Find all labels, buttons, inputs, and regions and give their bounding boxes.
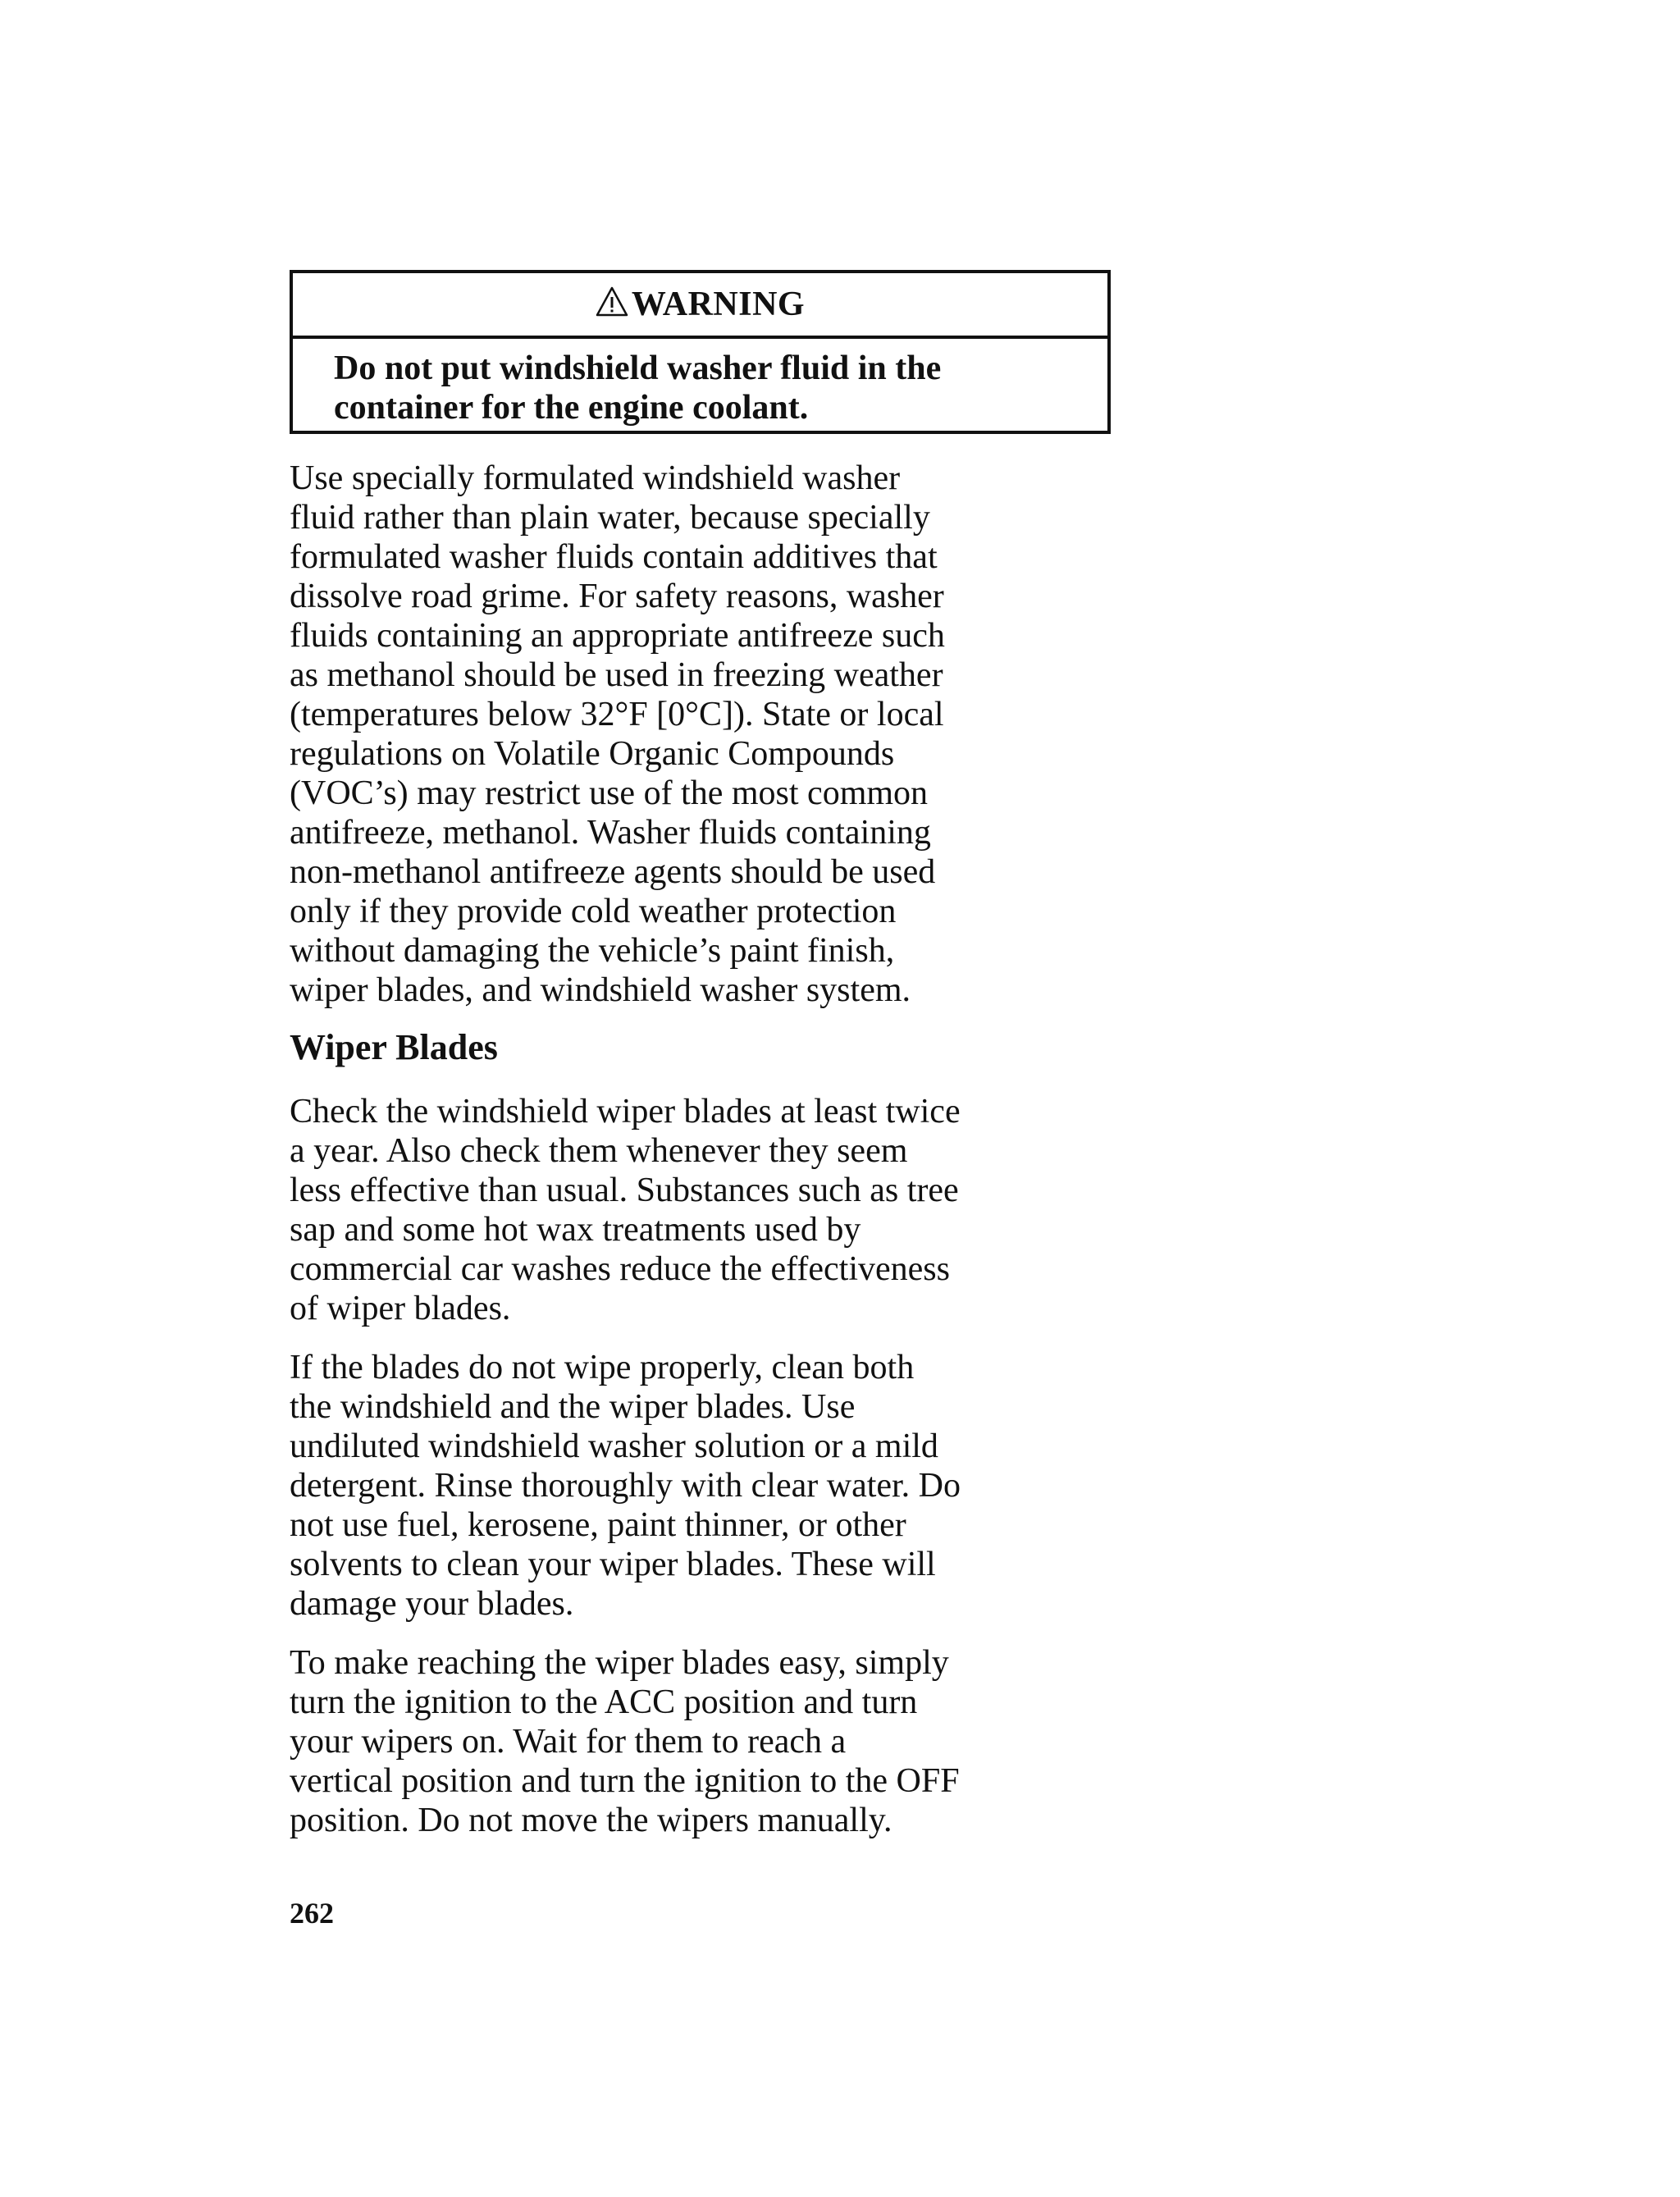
warning-box [290, 270, 1111, 434]
clean-blades-paragraph: If the blades do not wipe properly, clean both the windshield and the wiper blades. Use undiluted windshield washer solution or a mild detergent. Rinse thoroughly with clear water. Do not use fuel, kerosene, paint thinner, or other solvents to clean your wiper blades. These will damage your blades. [290, 1349, 961, 1623]
warning-triangle-icon [596, 285, 628, 318]
section-heading: Wiper Blades [290, 1027, 498, 1067]
warning-text: Do not put windshield washer fluid in the container for the engine coolant. [334, 349, 942, 427]
warning-title: WARNING [631, 285, 806, 323]
warning-header [293, 273, 1107, 339]
washer-fluid-paragraph: Use specially formulated windshield washer fluid rather than plain water, because specially formulated washer fluids contain additives that dissolve road grime. For safety reasons, washer fluids containing an appropriate antifreeze such as methanol should be used in freezing weather (temperatures below 32°F [0°C]). State or local regulations on Volatile Organic Compounds (VOC’s) may restrict use of the most common antifreeze, methanol. Washer fluids containing non-methanol antifreeze agents should be used only if they provide cold weather protection without damaging the vehicle’s paint finish, wiper blades, and windshield washer system. [290, 459, 945, 1009]
check-blades-paragraph: Check the windshield wiper blades at least twice a year. Also check them whenever they seem less effective than usual. Substances such as tree sap and some hot wax treatments used by commercial car washes reduce the effectiveness of wiper blades. [290, 1093, 961, 1327]
page-number: 262 [290, 1897, 334, 1930]
reach-blades-paragraph: To make reaching the wiper blades easy, simply turn the ignition to the ACC position and turn your wipers on. Wait for them to reach a vertical position and turn the ignition to the OFF position. Do not move the wipers manually. [290, 1644, 960, 1839]
